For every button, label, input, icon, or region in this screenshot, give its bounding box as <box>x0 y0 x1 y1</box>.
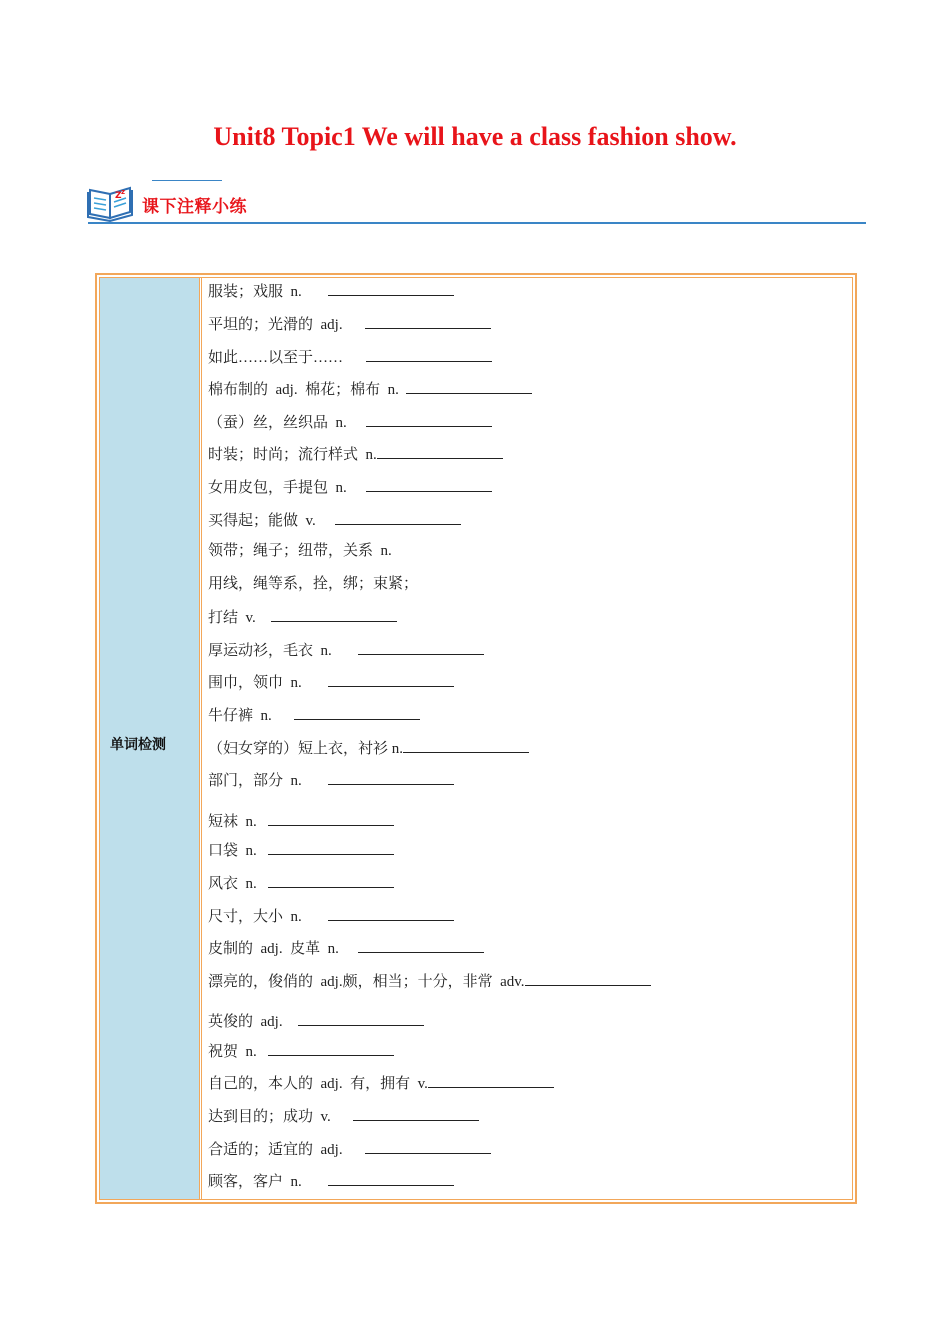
section-header <box>86 176 866 226</box>
vocab-prompt: 平坦的；光滑的 adj. <box>208 317 366 333</box>
answer-blank[interactable] <box>328 770 454 785</box>
header-divider <box>88 222 866 224</box>
vocab-row <box>208 738 529 758</box>
vocab-prompt: 打结 v. <box>208 610 271 626</box>
vocab-row <box>208 379 532 399</box>
vocab-row <box>208 1041 394 1061</box>
answer-blank[interactable] <box>328 906 454 921</box>
answer-blank[interactable] <box>525 971 651 986</box>
vocab-prompt: 短袜 n. <box>208 814 269 830</box>
answer-blank[interactable] <box>268 1041 394 1056</box>
vocab-row <box>208 770 454 790</box>
vocab-prompt: 部门，部分 n. <box>208 773 329 789</box>
vocab-prompt: 厚运动衫，毛衣 n. <box>208 643 359 659</box>
vocab-prompt: 风衣 n. <box>208 876 269 892</box>
vocab-row <box>208 314 491 334</box>
vocab-prompt: 如此……以至于…… <box>208 350 366 366</box>
answer-blank[interactable] <box>328 281 454 296</box>
vocab-row <box>208 477 492 497</box>
vocab-prompt: 领带；绳子；纽带，关系 n. <box>208 543 392 559</box>
vocab-prompt: 自己的，本人的 adj. 有，拥有 v. <box>208 1076 428 1092</box>
header-accent-line <box>152 180 222 181</box>
vocab-row <box>208 1011 424 1031</box>
vocab-row <box>208 444 503 464</box>
answer-blank[interactable] <box>365 314 491 329</box>
answer-blank[interactable] <box>358 938 484 953</box>
vocab-row <box>208 705 420 725</box>
answer-blank[interactable] <box>328 1171 454 1186</box>
answer-blank[interactable] <box>365 1139 491 1154</box>
vocab-row <box>208 607 397 627</box>
vocab-prompt: 尺寸，大小 n. <box>208 909 329 925</box>
answer-blank[interactable] <box>353 1106 479 1121</box>
answer-blank[interactable] <box>268 873 394 888</box>
answer-blank[interactable] <box>377 444 503 459</box>
answer-blank[interactable] <box>358 640 484 655</box>
vocab-row <box>208 347 492 367</box>
vocab-row <box>208 1139 491 1159</box>
answer-blank[interactable] <box>366 477 492 492</box>
answer-blank[interactable] <box>403 738 529 753</box>
vocab-prompt: 用线，绳等系，拴，绑；束紧； <box>208 576 419 592</box>
vocab-row <box>208 1106 479 1126</box>
vocab-row <box>208 281 454 301</box>
vocab-row <box>208 1171 454 1191</box>
vocab-prompt: 漂亮的，俊俏的 adj.颇，相当；十分，非常 adv. <box>208 974 525 990</box>
vocab-row <box>208 510 461 530</box>
vocab-prompt: 时装；时尚；流行样式 n. <box>208 447 377 463</box>
svg-text:Z: Z <box>115 191 122 201</box>
answer-blank[interactable] <box>366 412 492 427</box>
vocab-row <box>208 1073 554 1093</box>
vocab-prompt: 女用皮包，手提包 n. <box>208 480 366 496</box>
vocab-prompt: 合适的；适宜的 adj. <box>208 1142 366 1158</box>
svg-text:z: z <box>121 188 126 196</box>
vocab-prompt: 棉布制的 adj. 棉花；棉布 n. <box>208 382 407 398</box>
vocab-row <box>208 873 394 893</box>
vocab-prompt: （妇女穿的）短上衣，衬衫 n. <box>208 741 404 757</box>
vocab-row <box>208 542 392 560</box>
vocab-prompt: 达到目的；成功 v. <box>208 1109 354 1125</box>
vocab-prompt: 口袋 n. <box>208 843 269 859</box>
vocab-prompt: 服装；戏服 n. <box>208 284 329 300</box>
vocab-prompt: 牛仔裤 n. <box>208 708 295 724</box>
open-book-icon <box>86 182 136 222</box>
vocab-row <box>208 672 454 692</box>
answer-blank[interactable] <box>294 705 420 720</box>
vocab-row <box>208 971 651 991</box>
page-title: Unit8 Topic1 We will have a class fashion show. <box>213 122 737 151</box>
answer-blank[interactable] <box>298 1011 424 1026</box>
section-title: 课下注释小练 <box>142 197 247 217</box>
vocab-row <box>208 906 454 926</box>
category-label: 单词检测 <box>110 737 166 753</box>
vocab-prompt: 顾客，客户 n. <box>208 1174 329 1190</box>
vocab-row <box>208 938 484 958</box>
vocab-row <box>208 412 492 432</box>
vocab-row <box>208 840 394 860</box>
vocab-row <box>208 811 394 831</box>
vocab-prompt: 英俊的 adj. <box>208 1014 298 1030</box>
vocab-row <box>208 575 418 593</box>
answer-blank[interactable] <box>268 811 394 826</box>
answer-blank[interactable] <box>428 1073 554 1088</box>
vocab-prompt: （蚕）丝，丝织品 n. <box>208 415 366 431</box>
vocab-prompt: 买得起；能做 v. <box>208 513 335 529</box>
vocab-prompt: 祝贺 n. <box>208 1044 269 1060</box>
answer-blank[interactable] <box>335 510 461 525</box>
answer-blank[interactable] <box>268 840 394 855</box>
answer-blank[interactable] <box>271 607 397 622</box>
vocab-row <box>208 640 484 660</box>
vocab-prompt: 皮制的 adj. 皮革 n. <box>208 941 358 957</box>
answer-blank[interactable] <box>406 379 532 394</box>
answer-blank[interactable] <box>328 672 454 687</box>
vocab-prompt: 围巾，领巾 n. <box>208 675 329 691</box>
answer-blank[interactable] <box>366 347 492 362</box>
category-cell <box>100 278 200 1199</box>
